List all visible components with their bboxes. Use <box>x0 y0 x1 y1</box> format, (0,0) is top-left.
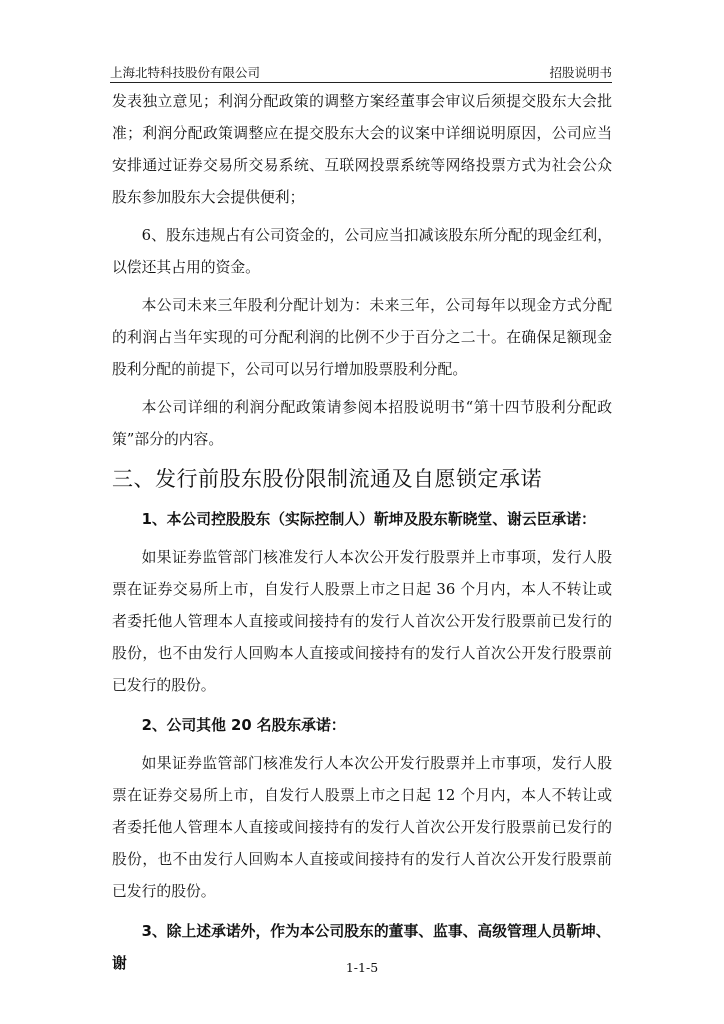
subheading-controlling-shareholder: 1、本公司控股股东（实际控制人）靳坤及股东靳晓堂、谢云臣承诺： <box>141 511 596 528</box>
paragraph-dividend-reference: 本公司详细的利润分配政策请参阅本招股说明书“第十四节股利分配政策”部分的内容。 <box>112 399 612 448</box>
paragraph-lockup-36-months: 如果证券监管部门核准发行人本次公开发行股票并上市事项，发行人股票在证券交易所上市，自发行人股票上市之日起 36 个月内，本人不转让或者委托他人管理本人直接或间接持有的发行人首次公开发行股票前已发行的股份，也不由发行人回购本人直接或间接持有的发行人首次公开发行股票前已发行的股份。 <box>112 549 612 694</box>
page-header <box>110 64 612 83</box>
subheading-directors-commitment: 3、除上述承诺外，作为本公司股东的董事、监事、高级管理人员靳坤、谢 <box>112 923 611 972</box>
paragraph-item-6: 6、股东违规占有公司资金的，公司应当扣减该股东所分配的现金红利，以偿还其占用的资金。 <box>112 227 612 276</box>
header-document-type: 招股说明书 <box>549 65 612 80</box>
page-content <box>112 86 612 980</box>
section-heading: 三、发行前股东股份限制流通及自愿锁定承诺 <box>112 467 542 491</box>
header-company-name: 上海北特科技股份有限公司 <box>110 65 261 80</box>
paragraph-continued: 发表独立意见；利润分配政策的调整方案经董事会审议后须提交股东大会批准；利润分配政策调整应在提交股东大会的议案中详细说明原因，公司应当安排通过证券交易所交易系统、互联网投票系统等网络投票方式为社会公众股东参加股东大会提供便利； <box>112 93 612 206</box>
paragraph-lockup-12-months: 如果证券监管部门核准发行人本次公开发行股票并上市事项，发行人股票在证券交易所上市，自发行人股票上市之日起 12 个月内，本人不转让或者委托他人管理本人直接或间接持有的发行人首次公开发行股票前已发行的股份，也不由发行人回购本人直接或间接持有的发行人首次公开发行股票前已发行的股份。 <box>112 755 612 900</box>
subheading-other-shareholders: 2、公司其他 20 名股东承诺： <box>141 717 346 734</box>
paragraph-dividend-plan: 本公司未来三年股利分配计划为：未来三年，公司每年以现金方式分配的利润占当年实现的可分配利润的比例不少于百分之二十。在确保足额现金股利分配的前提下，公司可以另行增加股票股利分配。 <box>112 297 612 378</box>
page-number: 1-1-5 <box>345 960 379 975</box>
